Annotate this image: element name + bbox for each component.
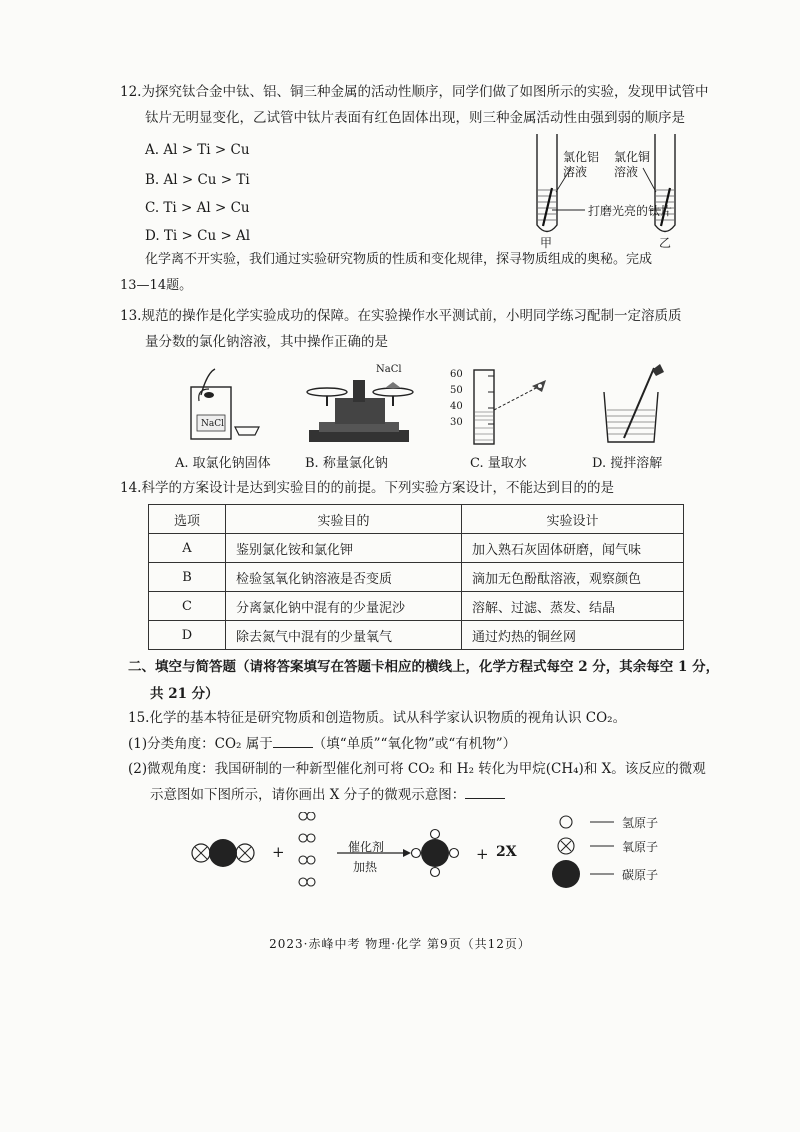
table-row — [149, 592, 684, 621]
hydrogen-atom-icon — [560, 816, 572, 828]
q15-reaction-diagram — [185, 812, 525, 902]
legend-oxygen: 氧原子 — [622, 840, 659, 854]
q12-label-jia: 甲 — [540, 236, 553, 250]
q13-fig-c-cylinder — [470, 368, 560, 448]
q12-test-tubes-figure — [525, 130, 700, 248]
q13-tick-40: 40 — [450, 401, 463, 412]
q13-caption-d: D. 搅拌溶解 — [592, 456, 663, 471]
q13-tick-60: 60 — [450, 369, 463, 380]
table-header-row — [149, 505, 684, 534]
table-row — [149, 534, 684, 563]
q12-label-ti: 打磨光亮的钛片 — [588, 204, 673, 218]
q13-fig-a-jar — [185, 365, 265, 445]
header-purpose: 实验目的 — [226, 505, 462, 534]
q13-caption-b: B. 称量氯化钠 — [305, 456, 388, 471]
q13-caption-a: A. 取氯化钠固体 — [175, 456, 271, 471]
header-design: 实验设计 — [462, 505, 684, 534]
q15-part2-line2-text: 示意图如下图所示，请你画出 X 分子的微观示意图： — [150, 787, 466, 803]
q12-option-c: C. Ti > Al > Cu — [145, 200, 250, 216]
row-b-design: 滴加无色酚酞溶液，观察颜色 — [462, 563, 684, 592]
q15-part1 — [128, 733, 516, 754]
q12-option-b: B. Al > Cu > Ti — [145, 172, 250, 188]
row-b-purpose: 检验氢氧化钠溶液是否变质 — [226, 563, 462, 592]
row-d-option: D — [149, 621, 226, 650]
intro-line1: 化学离不开实验，我们通过实验研究物质的性质和变化规律，探寻物质组成的奥秘。完成 — [145, 252, 653, 267]
q13-fig-b-nacl-label: NaCl — [376, 364, 402, 375]
row-b-option: B — [149, 563, 226, 592]
intro-line2: 13—14题。 — [120, 278, 193, 293]
row-a-purpose: 鉴别氯化铵和氯化钾 — [226, 534, 462, 563]
q13-caption-c: C. 量取水 — [470, 456, 527, 471]
q15-part1-blank — [273, 733, 313, 748]
co2-molecule — [192, 839, 254, 867]
q13-stem-line2: 量分数的氯化钠溶液，其中操作正确的是 — [145, 334, 388, 350]
table-row — [149, 621, 684, 650]
q15-part1-post: （填“单质”“氧化物”或“有机物”） — [312, 736, 517, 752]
carbon-atom-icon — [552, 860, 580, 888]
q13-fig-d-beaker — [598, 362, 678, 446]
header-option: 选项 — [149, 505, 226, 534]
page-footer: 2023·赤峰中考 物理·化学 第9页（共12页） — [269, 937, 531, 951]
q15-part1-pre: (1)分类角度：CO₂ 属于 — [128, 736, 273, 752]
q15-part2-blank — [465, 784, 505, 799]
q12-option-a: A. Al > Ti > Cu — [145, 142, 250, 158]
q12-label-yi: 乙 — [659, 236, 672, 250]
tube-left — [537, 134, 557, 232]
q15-legend-symbols — [552, 812, 622, 890]
q15-part2-line1: (2)微观角度：我国研制的一种新型催化剂可将 CO₂ 和 H₂ 转化为甲烷(CH₄)和 X。该反应的微观 — [128, 761, 706, 777]
q12-stem-line1: 12.为探究钛合金中钛、铝、铜三种金属的活动性顺序，同学们做了如图所示的实验，发现甲试管中 — [120, 84, 709, 100]
q13-fig-a-nacl-label: NaCl — [201, 419, 225, 429]
q15-part2-line2 — [150, 784, 505, 805]
q13-fig-b-balance — [305, 370, 415, 446]
row-c-option: C — [149, 592, 226, 621]
row-c-design: 溶解、过滤、蒸发、结晶 — [462, 592, 684, 621]
h2-molecules — [299, 812, 315, 886]
row-d-purpose: 除去氮气中混有的少量氧气 — [226, 621, 462, 650]
q13-tick-50: 50 — [450, 385, 463, 396]
q14-stem: 14.科学的方案设计是达到实验目的的前提。下列实验方案设计，不能达到目的的是 — [120, 480, 614, 496]
q13-stem-line1: 13.规范的操作是化学实验成功的保障。在实验操作水平测试前，小明同学练习配制一定溶质质 — [120, 308, 682, 324]
q15-arrow-top: 催化剂 — [348, 840, 385, 854]
q15-arrow-bottom: 加热 — [353, 860, 378, 874]
q15-stem: 15.化学的基本特征是研究物质和创造物质。试从科学家认识物质的视角认识 CO₂。 — [128, 710, 627, 726]
legend-carbon: 碳原子 — [622, 868, 659, 882]
table-row — [149, 563, 684, 592]
row-a-option: A — [149, 534, 226, 563]
q15-product-x: 2X — [496, 844, 517, 860]
row-a-design: 加入熟石灰固体研磨，闻气味 — [462, 534, 684, 563]
row-c-purpose: 分离氯化钠中混有的少量泥沙 — [226, 592, 462, 621]
q12-option-d: D. Ti > Cu > Al — [145, 228, 251, 244]
q15-plus-1: + — [272, 843, 285, 861]
section2-title-line2: 共 21 分） — [150, 686, 219, 702]
q13-tick-30: 30 — [450, 417, 463, 428]
q12-stem-line2: 钛片无明显变化，乙试管中钛片表面有红色固体出现，则三种金属活动性由强到弱的顺序是 — [145, 110, 685, 126]
section2-title-line1: 二、填空与简答题（请将答案填写在答题卡相应的横线上，化学方程式每空 2 分，其余每空 1 分， — [128, 659, 720, 675]
q14-table — [148, 504, 684, 650]
q12-label-cucl2: 氯化铜溶液 — [614, 150, 651, 179]
legend-hydrogen: 氢原子 — [622, 816, 659, 830]
row-d-design: 通过灼热的铜丝网 — [462, 621, 684, 650]
ch4-molecule — [412, 830, 459, 877]
q12-label-alcl3: 氯化铝溶液 — [563, 150, 600, 179]
q15-plus-2: + — [476, 845, 489, 863]
